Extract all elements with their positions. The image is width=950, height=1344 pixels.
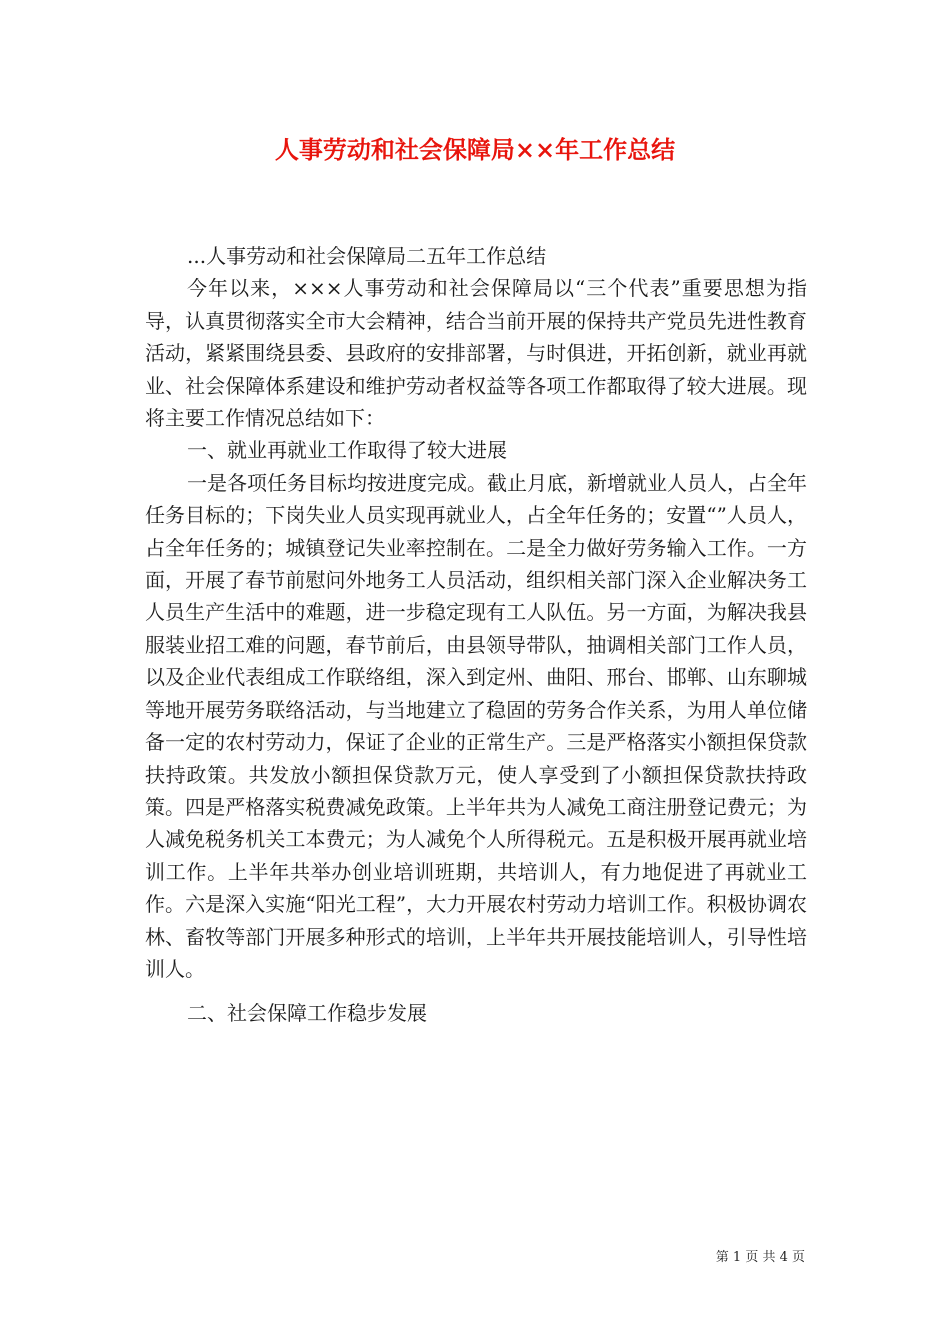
page-number: 第 1 页 共 4 页 [715,1250,805,1265]
document-body [145,240,807,1030]
body-paragraph-overview: 今年以来，×××人事劳动和社会保障局以“三个代表”重要思想为指导，认真贯彻落实全市大会精神，结合当前开展的保持共产党员先进性教育活动，紧紧围绕县委、县政府的安排部署，与时俱进，开拓创新，就业再就业、社会保障体系建设和维护劳动者权益等各项工作都取得了较大进展。现将主要工作情况总结如下： [145,276,807,431]
body-paragraph-employment: 一是各项任务目标均按进度完成。截止月底，新增就业人员人，占全年任务目标的；下岗失业人员实现再就业人，占全年任务的；安置“”人员人，占全年任务的；城镇登记失业率控制在。二是全力做好劳务输入工作。一方面，开展了春节前慰问外地务工人员活动，组织相关部门深入企业解决务工人员生产生活中的难题，进一步稳定现有工人队伍。另一方面，为解决我县服装业招工难的问题，春节前后，由县领导带队，抽调相关部门工作人员，以及企业代表组成工作联络组，深入到定州、曲阳、邢台、邯郸、山东聊城等地开展劳务联络活动，与当地建立了稳固的劳务合作关系，为用人单位储备一定的农村劳动力，保证了企业的正常生产。三是严格落实小额担保贷款扶持政策。共发放小额担保贷款万元，使人享受到了小额担保贷款扶持政策。四是严格落实税费减免政策。上半年共为人减免工商注册登记费元；为人减免税务机关工本费元；为人减免个人所得税元。五是积极开展再就业培训工作。上半年共举办创业培训班期，共培训人，有力地促进了再就业工作。六是深入实施“阳光工程”，大力开展农村劳动力培训工作。积极协调农林、畜牧等部门开展多种形式的培训，上半年共开展技能培训人，引导性培训人。 [145,470,807,981]
section-heading-1: 一、就业再就业工作取得了较大进展 [187,438,507,463]
body-paragraph-intro: ...人事劳动和社会保障局二五年工作总结 [187,244,547,268]
document-title: 人事劳动和社会保障局××年工作总结 [274,135,676,164]
section-heading-2: 二、社会保障工作稳步发展 [187,1001,427,1026]
